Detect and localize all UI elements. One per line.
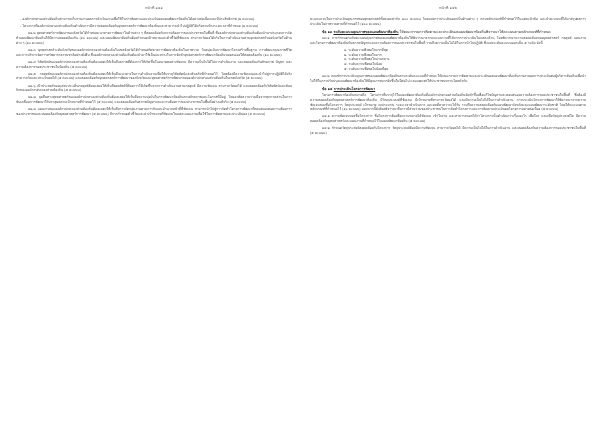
paragraph: โครงการพัฒนาท้องถิ่นหมายถึง โครงการที่บรรจุไว้ในแผนพัฒนาท้องถิ่นที่องค์กรปกครองส่วนท้องถิ่นจัดทำขึ้นเพื่อแก้ไขปัญหาและตอบสนองความต้องการของประชาชนในพื้นที่ ซึ่งต้องมีความสอดคล้องกับยุทธศาสตร์การพัฒนาท้องถิ่น มีวัตถุประสงค์ที่ชัดเจน มีเป้าหมายที่สามารถวัดผลได้ และมีความเป็นไปได้ในการดำเนินงาน การประเมินโครงการพัฒนาให้พิจารณาจากความชัดเจนของชื่อโครงการ วัตถุประสงค์ เป้าหมาย งบประมาณ ระยะเวลาดำเนินการ และผลที่คาดว่าจะได้รับ รวมถึงความสอดคล้องกับแผนพัฒนาจังหวัดและแผนพัฒนาระดับชาติ โดยให้คะแนนตามหลักเกณฑ์ที่กำหนดไว้ (๑๐ คะแนน) นอกจากนี้ยังต้องพิจารณาถึงการมีส่วนร่วมของประชาชนในการจัดทำโครงการและการติดตามประเมินผลโครงการอย่างต่อเนื่อง (๕ คะแนน) [310, 93, 586, 112]
right-page [310, 6, 586, 420]
paragraph: ๑๒.๖ เป้าประสงค์ของแต่ละประเด็นกลยุทธ์ต้องแสดงให้เห็นถึงผลลัพธ์ที่ต้องการให้เกิดขึ้นจากการดำเนินงานตามกลยุทธ์ มีความชัดเจน สามารถวัดผลได้ และสอดคล้องกับวิสัยทัศน์และพันธกิจขององค์กรปกครองส่วนท้องถิ่น (๕ คะแนน) [16, 83, 292, 93]
paragraph: ๑๒.๕ กลยุทธ์ขององค์กรปกครองส่วนท้องถิ่นต้องแสดงให้เห็นถึงแนวทางในการดำเนินงานเพื่อให้บรรลุวิสัยทัศน์และพันธกิจที่กำหนดไว้ โดยต้องมีความชัดเจนและนำไปสู่การปฏิบัติได้จริง สามารถวัดและประเมินผลได้ (๕ คะแนน) และสอดคล้องกับยุทธศาสตร์การพัฒนาของจังหวัดและยุทธศาสตร์การพัฒนาขององค์กรปกครองส่วนท้องถิ่นในเขตจังหวัด (๕ คะแนน) [16, 71, 292, 81]
paragraph: ๑๔.๒ กำหนดวัตถุประสงค์สอดคล้องกับโครงการ วัตถุประสงค์ต้องมีความชัดเจน สามารถวัดผลได้ มีความเป็นไปได้ในการดำเนินงาน และสอดคล้องกับความต้องการของประชาชนในพื้นที่ (๕ คะแนน) [310, 126, 586, 136]
left-page [16, 6, 292, 420]
score-level-item: ๓. ระดับความพึงพอใจปานกลาง [344, 57, 390, 62]
paragraph: ๑๒.๓ ยุทธศาสตร์ระดับจังหวัดขององค์กรปกครองส่วนท้องถิ่นในเขตจังหวัดได้กำหนดทิศทางการพัฒนาท้องถิ่นในภาพรวม โดยมุ่งเน้นการพัฒนาโครงสร้างพื้นฐาน การพัฒนาคุณภาพชีวิต และการบริหารจัดการทรัพยากรธรรมชาติอย่างยั่งยืน ซึ่งองค์กรปกครองส่วนท้องถิ่นต้องนำมาใช้เป็นแนวทางในการจัดทำยุทธศาสตร์การพัฒนาท้องถิ่นของตนเองให้สอดคล้องกัน (๑๐ คะแนน) [16, 47, 292, 57]
bullet-item: - องค์กรปกครองส่วนท้องถิ่นสามารถเก็บรายงานผลการดำเนินงานเพื่อใช้ในการติดตามและประเมินผลแผนพัฒนาท้องถิ่นได้อย่างต่อเนื่องและมีประสิทธิภาพ (๒ คะแนน) [20, 17, 255, 21]
section-heading [310, 30, 586, 35]
score-level-item: ๒. ระดับความพึงพอใจมาก [344, 52, 382, 57]
bullet-item: - โครงการที่องค์กรปกครองส่วนท้องถิ่นดำเนินการมีความสอดคล้องกับยุทธศาสตร์การพัฒนาท้องถิ่นและสามารถนำไปปฏิบัติได้จริงตามห้วงระยะเวลาที่กำหนด (๒ คะแนน) [20, 24, 259, 29]
heading-number: ข้อ ๑๔ [322, 86, 333, 91]
score-level-item: ๑. ระดับความพึงพอใจมากที่สุด [344, 47, 388, 52]
paragraph: ๑๒.๔ วิสัยทัศน์ขององค์กรปกครองส่วนท้องถิ่นต้องแสดงให้เห็นถึงสภาพที่ต้องการให้เกิดขึ้นในอนาคตอย่างชัดเจน มีความเป็นไปได้ในการดำเนินงาน และสอดคล้องกับศักยภาพ ปัญหา และความต้องการของประชาชนในท้องถิ่น (๕ คะแนน) [16, 59, 292, 69]
paragraph: ๑๓.๒ เกณฑ์การประเมินคุณภาพของแผนพัฒนาท้องถิ่นตามระดับคะแนนที่กำหนด ให้คณะกรรมการติดตามและประเมินผลแผนพัฒนาท้องถิ่นรายงานผลการประเมินต่อผู้บริหารท้องถิ่นเพื่อนำไปใช้ในการปรับปรุงแผนพัฒนาท้องถิ่นให้มีคุณภาพมากยิ่งขึ้นในปีต่อไป และเผยแพร่ให้ประชาชนทราบโดยทั่วกัน [310, 74, 586, 83]
paragraph: ๑๔.๑ ความชัดเจนของชื่อโครงการ ชื่อโครงการต้องสื่อความหมายได้ชัดเจน เข้าใจง่าย และสามารถบอกได้ว่าโครงการนั้นดำเนินการเรื่องอะไร เพื่อใคร และเพื่อวัตถุประสงค์ใด มีความสอดคล้องกับยุทธศาสตร์และแผนงานที่กำหนดไว้ในแผนพัฒนาท้องถิ่น (๕ คะแนน) [310, 114, 586, 124]
heading-title: ระดับคะแนนคุณภาพของแผนพัฒนาท้องถิ่น [333, 29, 399, 34]
heading-title: การประเมินโครงการพัฒนา [333, 86, 376, 91]
score-level-item: ๔. ระดับความพึงพอใจน้อย [344, 62, 383, 67]
section-heading [310, 87, 586, 92]
score-level-item: ๕. ระดับความพึงพอใจน้อยที่สุด [344, 66, 389, 71]
paragraph: ๑๓.๑ การกำหนดระดับคะแนนคุณภาพของแผนพัฒนาท้องถิ่นให้พิจารณาจากคะแนนรวมที่ได้จากการประเมินในแต่ละด้าน โดยพิจารณาความสอดคล้องของยุทธศาสตร์ กลยุทธ์ แผนงาน และโครงการพัฒนาท้องถิ่นกับสภาพปัญหาและความต้องการของประชาชนในพื้นที่ รวมถึงความเป็นไปได้ในการนำไปปฏิบัติ ซึ่งแบ่งระดับคะแนนออกเป็น ๕ ระดับ ดังนี้ [310, 36, 586, 45]
page-number: หน้าที่ ๑๔๑ [145, 6, 163, 10]
paragraph: ๑๒.๗ จุดยืนทางยุทธศาสตร์ขององค์กรปกครองส่วนท้องถิ่นต้องแสดงให้เห็นถึงความมุ่งมั่นในการพัฒนาท้องถิ่นตามศักยภาพและโอกาสที่มีอยู่ โดยอาศัยความร่วมมือจากทุกภาคส่วนในการขับเคลื่อนการพัฒนาให้บรรลุผลตามเป้าหมายที่กำหนดไว้ (๕ คะแนน) และสอดคล้องกับสภาพปัญหาและความต้องการของประชาชนในพื้นที่อย่างแท้จริง (๕ คะแนน) [16, 95, 292, 105]
heading-rest: ให้คณะกรรมการติดตามและประเมินผลแผนพัฒนาท้องถิ่นพิจารณาให้คะแนนตามหลักเกณฑ์ที่กำหนด [398, 29, 551, 34]
heading-number: ข้อ ๑๓ [322, 29, 333, 34]
page-number: หน้าที่ ๑๔๒ [439, 6, 457, 10]
paragraph: ๑๒.๒ ยุทธศาสตร์การพัฒนาของจังหวัดได้กำหนดแนวทางการพัฒนาในด้านต่าง ๆ ที่สอดคล้องกับความต้องการของประชาชนในพื้นที่ ซึ่งองค์กรปกครองส่วนท้องถิ่นต้องนำมาประกอบการจัดทำแผนพัฒนาท้องถิ่นให้มีความสอดคล้องกัน (๑๐ คะแนน) และแผนพัฒนาท้องถิ่นต้องกำหนดเป้าหมายและตัวชี้วัดที่ชัดเจน สามารถวัดผลได้จริงในการดำเนินงานตามยุทธศาสตร์ของจังหวัดในด้านต่าง ๆ (๑๐ คะแนน) [16, 31, 292, 45]
paragraph: ๑๒.๘ แผนงานขององค์กรปกครองส่วนท้องถิ่นต้องแสดงให้เห็นถึงการจัดกลุ่มงานตามภารกิจและอำนาจหน้าที่ที่ชัดเจน สามารถนำไปสู่การจัดทำโครงการพัฒนาที่ตอบสนองต่อความต้องการของประชาชนและสอดคล้องกับยุทธศาสตร์การพัฒนา (๕ คะแนน) มีการกำหนดตัวชี้วัดและค่าเป้าหมายที่ชัดเจนในแต่ละแผนงานเพื่อใช้ในการติดตามและประเมินผล (๕ คะแนน) [16, 107, 292, 117]
paragraph: คะแนนรวมในการประเมินคุณภาพของยุทธศาสตร์ทั้งหมดเท่ากับ ๑๐๐ คะแนน โดยแบ่งการประเมินออกเป็นด้านต่าง ๆ ตามหลักเกณฑ์ที่กำหนดไว้ในแต่ละหัวข้อ และนำคะแนนที่ได้มาสรุปผลการประเมินในภาพรวมตามที่กำหนดไว้ (๑๐๐ คะแนน) [310, 17, 586, 26]
